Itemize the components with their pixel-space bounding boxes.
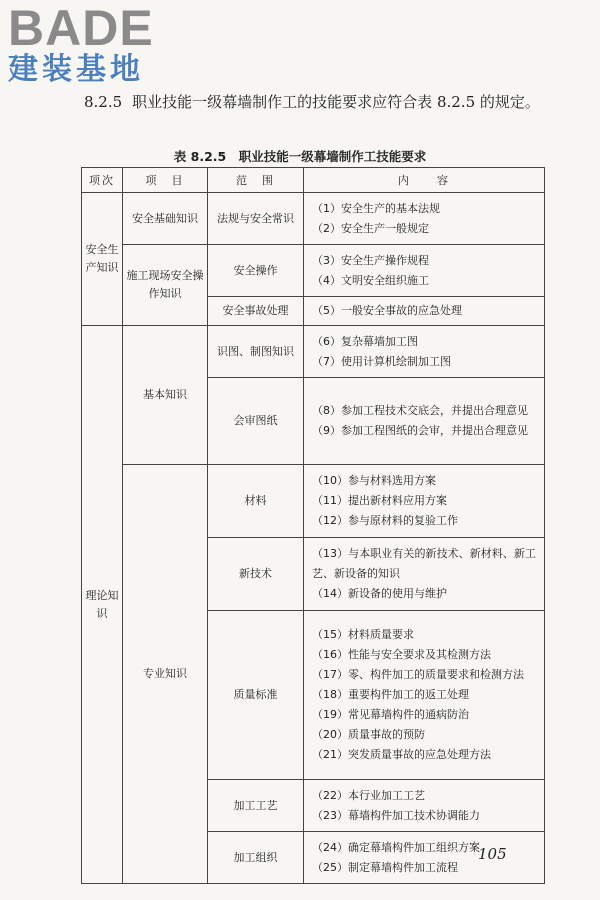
content-cell: [304, 780, 545, 832]
clause-number: 8.2.5: [84, 93, 123, 111]
scope-cell: 法规与安全常识: [208, 193, 304, 245]
content-item: （12）参与原材料的复验工作: [312, 514, 458, 527]
item-cell: 基本知识: [123, 326, 208, 465]
content-item: （17）零、构件加工的质量要求和检测方法: [312, 668, 524, 681]
scope-cell: 安全事故处理: [208, 297, 304, 326]
content-item: （1）安全生产的基本法规: [312, 201, 440, 215]
watermark-main: BADE: [8, 0, 154, 56]
item-cell: 专业知识: [123, 465, 208, 884]
header-cell: 项 目: [123, 168, 208, 193]
watermark-sub: 建装基地: [8, 52, 144, 87]
content-item: （13）与本职业有关的新技术、新材料、新工艺、新设备的知识: [312, 547, 536, 580]
table-row: [82, 245, 545, 297]
header-cell: 项次: [82, 168, 123, 193]
content-cell: [304, 611, 545, 780]
scope-cell: 安全操作: [208, 245, 304, 297]
content-cell: [304, 538, 545, 611]
page-number: 105: [478, 845, 507, 863]
content-item: （15）材料质量要求: [312, 628, 414, 641]
content-item: （20）质量事故的预防: [312, 728, 425, 741]
table-row: [82, 193, 545, 245]
scope-cell: 识图、制图知识: [208, 326, 304, 378]
content-item: （10）参与材料选用方案: [312, 474, 436, 487]
header-cell: 范 围: [208, 168, 304, 193]
content-item: （16）性能与安全要求及其检测方法: [312, 648, 491, 661]
skills-table: [81, 167, 545, 884]
scope-cell: 质量标准: [208, 611, 304, 780]
content-item: （19）常见幕墙构件的通病防治: [312, 708, 469, 721]
content-item: （24）确定幕墙构件加工组织方案: [312, 840, 480, 854]
category-cell: 理论知识: [82, 326, 123, 884]
content-cell: [304, 297, 545, 326]
content-cell: [304, 378, 545, 465]
content-item: （23）幕墙构件加工技术协调能力: [312, 808, 480, 822]
content-item: （2）安全生产一般规定: [312, 221, 429, 235]
item-cell: 安全基础知识: [123, 193, 208, 245]
intro-paragraph: [84, 90, 554, 115]
table-title: 表 8.2.5 职业技能一级幕墙制作工技能要求: [173, 149, 427, 164]
content-cell: [304, 245, 545, 297]
scope-cell: 加工组织: [208, 832, 304, 884]
table-row: [82, 465, 545, 538]
content-item: （5）一般安全事故的应急处理: [312, 304, 462, 317]
content-item: （3）安全生产操作规程: [312, 253, 429, 267]
clause-text: 职业技能一级幕墙制作工的技能要求应符合表 8.2.5 的规定。: [132, 93, 540, 111]
content-item: （11）提出新材料应用方案: [312, 494, 447, 507]
content-item: （7）使用计算机绘制加工图: [312, 354, 451, 368]
content-item: （14）新设备的使用与维护: [312, 587, 447, 600]
content-item: （8）参加工程技术交底会，并提出合理意见: [312, 404, 528, 417]
content-item: （22）本行业加工工艺: [312, 788, 425, 802]
content-item: （25）制定幕墙构件加工流程: [312, 860, 458, 874]
watermark-logo: [8, 2, 154, 86]
scope-cell: 新技术: [208, 538, 304, 611]
scope-cell: 材料: [208, 465, 304, 538]
content-cell: [304, 326, 545, 378]
item-cell: 施工现场安全操作知识: [123, 245, 208, 326]
content-cell: [304, 465, 545, 538]
content-item: （18）重要构件加工的返工处理: [312, 688, 469, 701]
category-cell: 安全生产知识: [82, 193, 123, 326]
content-item: （4）文明安全组织施工: [312, 273, 429, 287]
content-cell: [304, 832, 545, 884]
content-item: （9）参加工程图纸的会审，并提出合理意见: [312, 424, 528, 437]
table-row: [82, 326, 545, 378]
header-row: [82, 168, 545, 193]
content-item: （6）复杂幕墙加工图: [312, 334, 418, 348]
content-item: （21）突发质量事故的应急处理方法: [312, 748, 491, 761]
header-cell: 内 容: [304, 168, 545, 193]
scope-cell: 加工工艺: [208, 780, 304, 832]
scope-cell: 会审图纸: [208, 378, 304, 465]
content-cell: [304, 193, 545, 245]
